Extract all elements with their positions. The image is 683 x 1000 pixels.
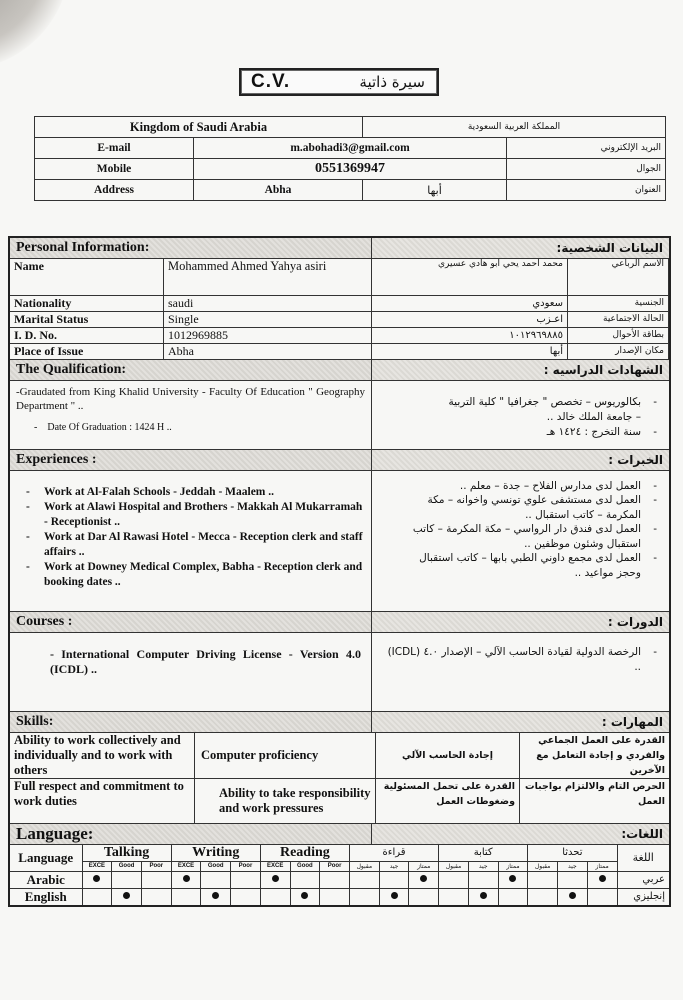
address-value-en: Abha (194, 180, 363, 201)
rating-dot-icon (183, 875, 190, 882)
language-name-ar: عربي (617, 871, 669, 888)
level-header-en: Poor (231, 861, 261, 871)
rating-cell (82, 871, 112, 888)
rating-cell (320, 871, 350, 888)
group-reading-en: Reading (260, 845, 349, 862)
rating-cell (231, 888, 261, 905)
skill-en: Ability to work collectively and individually and to work with others (10, 733, 195, 779)
marital-label: Marital Status (10, 311, 164, 327)
email-label: E-mail (35, 138, 194, 159)
qualification-section (10, 381, 669, 450)
qualification-header-ar: الشهادات الدراسيه : (372, 360, 669, 380)
rating-cell (320, 888, 350, 905)
experiences-header-ar: الخبرات : (372, 450, 669, 470)
country-ar: المملكة العربية السعودية (363, 117, 666, 138)
mobile-label: Mobile (35, 159, 194, 180)
rating-cell (468, 888, 498, 905)
marital-value-ar: اعـزب (372, 311, 568, 327)
rating-cell (171, 888, 201, 905)
experience-item-ar: - العمل لدى مدارس الفلاح – جدة – معلم .. (402, 479, 661, 494)
qualification-header-en: The Qualification: (10, 360, 372, 380)
course-item-ar: - الرخصة الدولية لقيادة الحاسب الآلي – الإصدار ٤.٠ (ICDL) .. (380, 645, 661, 675)
level-header-en: EXCE (260, 861, 290, 871)
nationality-value-ar: سعودي (372, 295, 568, 311)
rating-cell (141, 888, 171, 905)
skill-ar: إجادة الحاسب الآلي (376, 733, 520, 779)
skills-header-row (10, 712, 669, 733)
rating-cell (558, 871, 588, 888)
rating-cell (349, 888, 379, 905)
marital-value: Single (164, 311, 372, 327)
level-header-en: EXCE (171, 861, 201, 871)
issue-value-ar: أبها (549, 345, 563, 357)
rating-cell (468, 871, 498, 888)
skill-en: Ability to take responsibility and work pressures (195, 778, 376, 823)
rating-cell (260, 888, 290, 905)
group-writing-en: Writing (171, 845, 260, 862)
personal-header-en: Personal Information: (10, 238, 372, 258)
rating-dot-icon (212, 892, 219, 899)
level-header-en: Poor (320, 861, 350, 871)
rating-cell (409, 888, 439, 905)
personal-table-en (10, 259, 371, 359)
rating-dot-icon (509, 875, 516, 882)
rating-cell (201, 871, 231, 888)
issue-label-ar: مكان الإصدار (568, 343, 669, 359)
rating-dot-icon (420, 875, 427, 882)
experiences-section (10, 471, 669, 612)
email-value: m.abohadi3@gmail.com (194, 138, 507, 159)
rating-cell (498, 888, 528, 905)
rating-cell (439, 888, 469, 905)
rating-cell (528, 888, 558, 905)
courses-header-ar: الدورات : (372, 612, 669, 632)
id-value-ar: ١٠١٢٩٦٩٨٨٥ (372, 327, 568, 343)
rating-cell (231, 871, 261, 888)
experience-item-ar: - العمل لدى مجمع داوني الطبي بابها – كاتب استقبال وحجز مواعيد .. (402, 551, 661, 580)
qualification-text-en: -Graudated from King Khalid University - Faculty Of Education " Geography Department " .. (16, 385, 365, 412)
rating-cell (290, 888, 320, 905)
language-row (10, 871, 669, 888)
rating-cell (498, 871, 528, 888)
experience-item-ar: - العمل لدى مستشفى علوي تونسي واخوانه – مكة المكرمة – كاتب استقبال .. (402, 493, 661, 522)
level-header-ar: ممتاز (587, 861, 617, 871)
rating-cell (201, 888, 231, 905)
language-table (10, 845, 669, 905)
rating-cell (260, 871, 290, 888)
language-header-ar: اللغات: (372, 824, 669, 844)
language-section (10, 845, 669, 905)
language-name-en: Arabic (10, 871, 82, 888)
rating-cell (587, 888, 617, 905)
id-label-ar: بطاقة الأحوال (568, 327, 669, 343)
language-name-en: English (10, 888, 82, 905)
experience-item-en: - Work at Alawi Hospital and Brothers - Makkah Al Mukarramah - Receptionist .. (14, 500, 363, 530)
skills-table (10, 733, 669, 823)
rating-cell (112, 888, 142, 905)
address-label-ar: العنوان (507, 180, 666, 201)
rating-cell (290, 871, 320, 888)
level-header-en: Good (201, 861, 231, 871)
skill-en: Full respect and commitment to work duties (10, 778, 195, 823)
qualification-header-row (10, 360, 669, 381)
skills-header-ar: المهارات : (372, 712, 669, 732)
experiences-header-en: Experiences : (10, 450, 372, 470)
name-label-ar: الاسم الرباعي (568, 259, 669, 295)
experience-item-en: - Work at Downey Medical Complex, Babha - Reception clerk and booking dates .. (14, 560, 363, 590)
level-header-ar: مقبول (439, 861, 469, 871)
rating-dot-icon (93, 875, 100, 882)
title-en: C.V. (251, 71, 291, 92)
name-value: Mohammed Ahmed Yahya asiri (164, 259, 372, 295)
skill-ar: القدرة على تحمل المسئولية وضغوطات العمل (376, 778, 520, 823)
name-value-ar: محمد احمد يحي ابو هادي عسيري (372, 259, 568, 295)
cv-title (239, 68, 439, 96)
rating-cell (171, 871, 201, 888)
rating-cell (141, 871, 171, 888)
group-writing-ar: كتابة (439, 845, 528, 862)
nationality-label: Nationality (10, 295, 164, 311)
mobile-label-ar: الجوال (507, 159, 666, 180)
courses-section (10, 633, 669, 712)
experience-item-en: - Work at Dar Al Rawasi Hotel - Mecca - Reception clerk and staff affairs .. (14, 530, 363, 560)
rating-dot-icon (301, 892, 308, 899)
personal-header-ar: البيانات الشخصية: (372, 238, 669, 258)
rating-dot-icon (599, 875, 606, 882)
level-header-ar: ممتاز (409, 861, 439, 871)
marital-label-ar: الحالة الاجتماعية (568, 311, 669, 327)
skills-section (10, 733, 669, 824)
rating-dot-icon (391, 892, 398, 899)
courses-header-row (10, 612, 669, 633)
personal-info-section (10, 259, 669, 360)
language-name-ar: إنجليزي (617, 888, 669, 905)
email-label-ar: البريد الإلكتروني (507, 138, 666, 159)
level-header-ar: جيد (558, 861, 588, 871)
personal-header-row (10, 238, 669, 259)
rating-cell (379, 888, 409, 905)
nationality-label-ar: الجنسية (568, 295, 669, 311)
level-subheader-row (10, 861, 669, 871)
id-value: 1012969885 (164, 327, 372, 343)
language-col-label-en: Language (10, 845, 82, 872)
id-label: I. D. No. (10, 327, 164, 343)
skill-ar: القدرة على العمل الجماعي والفردي و إجادة التعامل مع الآخرين (520, 733, 670, 779)
issue-value: Abha (168, 343, 194, 358)
level-header-ar: مقبول (528, 861, 558, 871)
rating-cell (349, 871, 379, 888)
rating-dot-icon (480, 892, 487, 899)
language-header-row (10, 824, 669, 845)
country-en: Kingdom of Saudi Arabia (35, 117, 363, 138)
course-item-en: - International Computer Driving License - Version 4.0 (ICDL) .. (10, 633, 372, 711)
experience-item-ar: - العمل لدى فندق دار الرواسي – مكة المكرمة – كاتب استقبال وشئون موظفين .. (402, 522, 661, 551)
rating-cell (82, 888, 112, 905)
group-talking-ar: تحدثا (528, 845, 617, 862)
personal-table-ar (372, 259, 669, 359)
language-header-en: Language: (10, 824, 372, 844)
level-header-ar: جيد (468, 861, 498, 871)
courses-header-en: Courses : (10, 612, 372, 632)
address-label: Address (35, 180, 194, 201)
rating-cell (112, 871, 142, 888)
nationality-value: saudi (164, 295, 372, 311)
cv-main-table (8, 236, 671, 907)
level-header-en: Poor (141, 861, 171, 871)
qualification-item-ar: - بكالوريوس – تخصص " جغرافيا " كلية التربية – جامعة الملك خالد .. (380, 395, 661, 425)
level-header-ar: جيد (379, 861, 409, 871)
rating-cell (558, 888, 588, 905)
graduation-date-text: Date Of Graduation : 1424 H .. (47, 421, 172, 433)
rating-cell (439, 871, 469, 888)
rating-dot-icon (569, 892, 576, 899)
level-header-en: Good (290, 861, 320, 871)
title-ar: سيرة ذاتية (359, 73, 425, 91)
graduation-date-en: - Date Of Graduation : 1424 H .. (34, 421, 172, 433)
skills-header-en: Skills: (10, 712, 372, 732)
address-value-ar: أبها (363, 180, 507, 201)
group-talking-en: Talking (82, 845, 171, 862)
rating-cell (379, 871, 409, 888)
rating-cell (409, 871, 439, 888)
rating-cell (528, 871, 558, 888)
scan-shadow (0, 0, 70, 70)
skill-en: Computer proficiency (195, 733, 376, 779)
experience-item-en: - Work at Al-Falah Schools - Jeddah - Maalem .. (14, 485, 363, 500)
contact-table (34, 116, 666, 201)
name-label: Name (10, 259, 164, 295)
level-header-ar: ممتاز (498, 861, 528, 871)
issue-label: Place of Issue (10, 343, 164, 359)
skill-ar: الحرص التام والالتزام بواجبات العمل (520, 778, 670, 823)
level-header-en: EXCE (82, 861, 112, 871)
experiences-header-row (10, 450, 669, 471)
rating-cell (587, 871, 617, 888)
level-header-ar: مقبول (349, 861, 379, 871)
group-reading-ar: قراءة (349, 845, 438, 862)
rating-dot-icon (123, 892, 130, 899)
level-header-en: Good (112, 861, 142, 871)
mobile-value: 0551369947 (194, 159, 507, 180)
qualification-item-ar: - سنة التخرج : ١٤٢٤ هـ (380, 425, 661, 440)
rating-dot-icon (272, 875, 279, 882)
language-col-label-ar: اللغة (617, 845, 669, 872)
language-row (10, 888, 669, 905)
